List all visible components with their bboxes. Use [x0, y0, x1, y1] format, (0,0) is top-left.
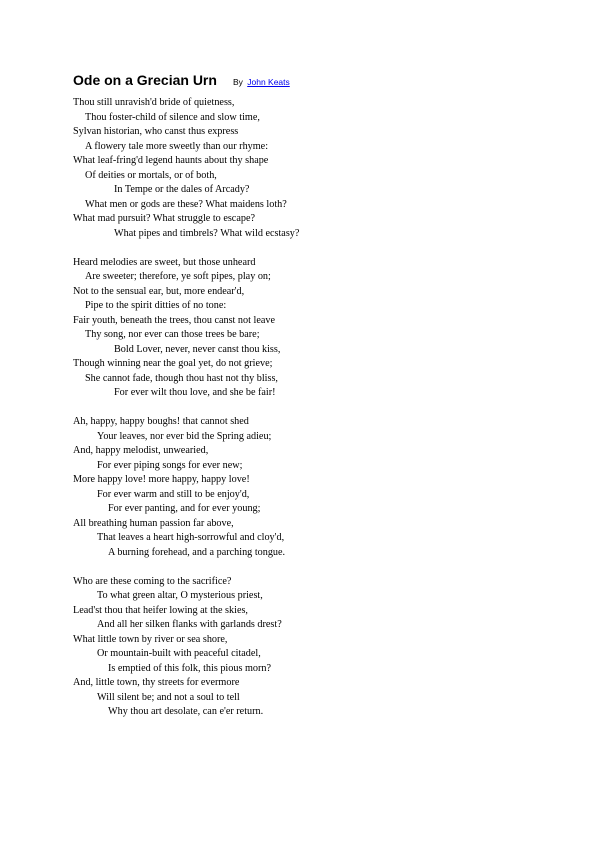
poem-line: What pipes and timbrels? What wild ecstasy? [114, 227, 300, 239]
poem-line: Though winning near the goal yet, do not grieve; [73, 358, 273, 369]
poem-line: What men or gods are these? What maidens loth? [85, 198, 287, 210]
stanza-3 [73, 415, 573, 560]
document-page [73, 72, 573, 734]
poem-line: Your leaves, nor ever bid the Spring adieu; [97, 430, 272, 442]
poem-line: And, happy melodist, unwearied, [73, 445, 209, 456]
poem-line: For ever panting, and for ever young; [108, 503, 261, 514]
poem-line: And, little town, thy streets for evermore [73, 677, 240, 688]
stanza-1 [73, 96, 573, 241]
poem-line: For ever wilt thou love, and she be fair! [114, 387, 276, 398]
poem-line: Will silent be; and not a soul to tell [97, 691, 240, 703]
stanza-2 [73, 256, 573, 401]
author-link[interactable]: John Keats [247, 77, 290, 87]
poem-line: In Tempe or the dales of Arcady? [114, 184, 250, 195]
poem-line: She cannot fade, though thou hast not thy bliss, [85, 372, 278, 384]
poem-line: Is emptied of this folk, this pious morn? [108, 662, 271, 674]
poem-line: That leaves a heart high-sorrowful and cloy'd, [97, 532, 285, 543]
byline-prefix: By [232, 77, 243, 87]
poem-line: Of deities or mortals, or of both, [85, 169, 217, 181]
byline [233, 77, 290, 87]
poem-line: More happy love! more happy, happy love! [73, 474, 250, 485]
poem-line: Who are these coming to the sacrifice? [73, 575, 232, 587]
poem-line: To what green altar, O mysterious priest, [97, 590, 263, 601]
poem-line: Ah, happy, happy boughs! that cannot shed [73, 416, 249, 427]
stanza-4 [73, 575, 573, 720]
poem-line: Sylvan historian, who canst thus express [73, 126, 239, 137]
poem-line: Heard melodies are sweet, but those unheard [73, 256, 256, 268]
title-row [73, 72, 573, 90]
poem-line: What mad pursuit? What struggle to escape? [73, 213, 255, 224]
poem-line: Lead'st thou that heifer lowing at the skies, [73, 604, 248, 616]
poem-line: Thy song, nor ever can those trees be bare; [85, 329, 260, 340]
poem-line: Are sweeter; therefore, ye soft pipes, play on; [85, 271, 271, 282]
poem-line: Fair youth, beneath the trees, thou canst not leave [73, 314, 275, 326]
poem-title: Ode on a Grecian Urn [73, 72, 217, 88]
poem-line: What leaf-fring'd legend haunts about thy shape [73, 155, 269, 166]
poem-line: Not to the sensual ear, but, more endear'd, [73, 285, 245, 297]
poem-line: A flowery tale more sweetly than our rhyme: [85, 140, 269, 152]
poem-line: For ever piping songs for ever new; [97, 459, 243, 471]
poem-line: What little town by river or sea shore, [73, 633, 228, 645]
poem-line: Pipe to the spirit ditties of no tone: [85, 300, 227, 311]
poem-line: Why thou art desolate, can e'er return. [108, 706, 264, 717]
poem-line: Bold Lover, never, never canst thou kiss, [114, 343, 281, 355]
poem-line: A burning forehead, and a parching tongue. [108, 546, 286, 558]
poem-line: All breathing human passion far above, [73, 517, 234, 529]
poem-line: For ever warm and still to be enjoy'd, [97, 488, 250, 500]
poem-line: Thou still unravish'd bride of quietness, [73, 97, 235, 108]
poem-line: And all her silken flanks with garlands drest? [97, 619, 282, 630]
poem-line: Thou foster-child of silence and slow time, [85, 111, 260, 123]
poem-line: Or mountain-built with peaceful citadel, [97, 648, 261, 659]
